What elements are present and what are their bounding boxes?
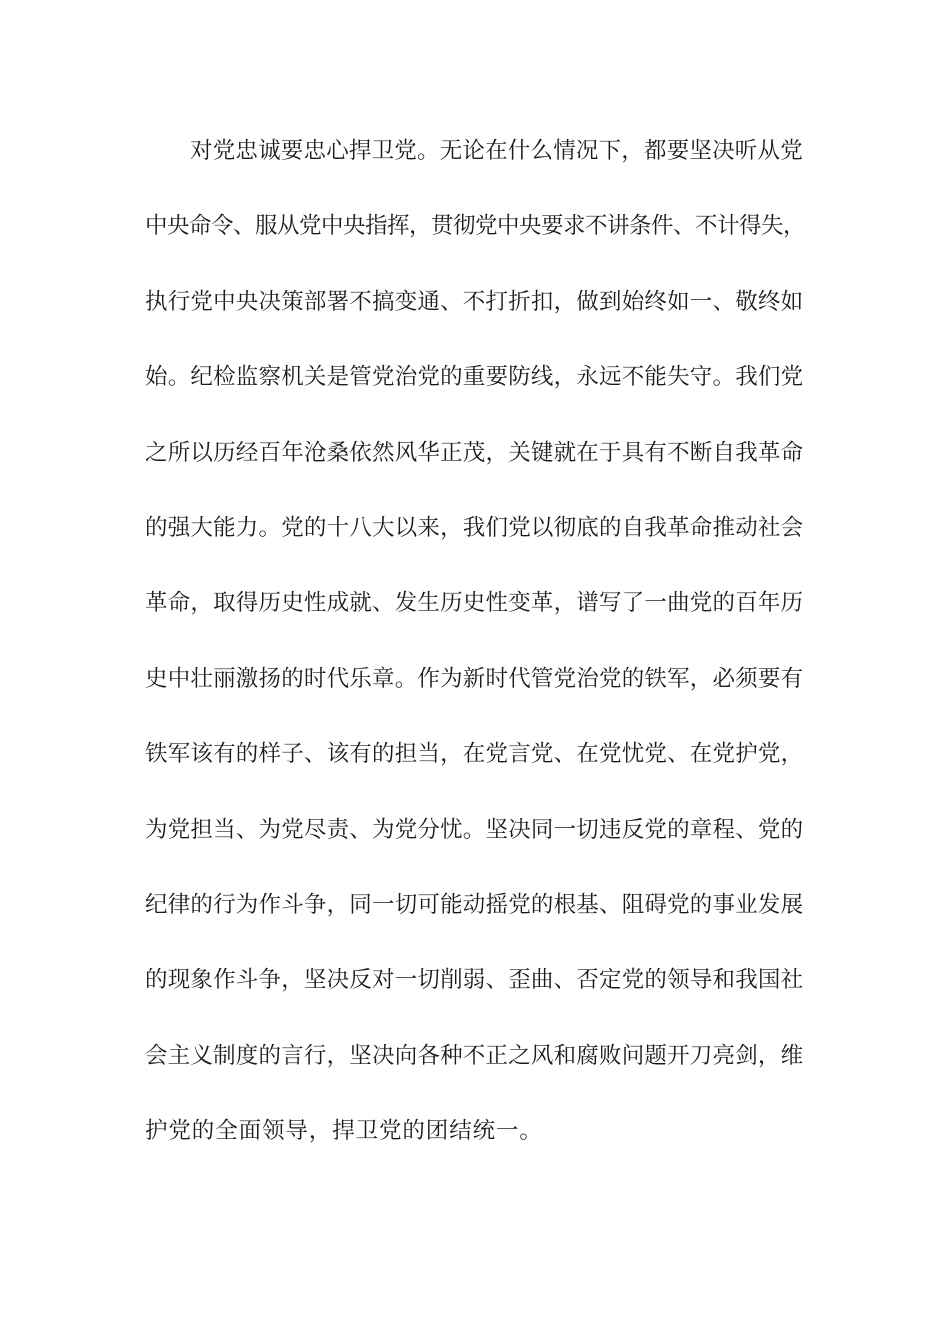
paragraph-line: 护党的全面领导，捍卫党的团结统一。 xyxy=(145,1118,543,1145)
paragraph-line: 纪律的行为作斗争，同一切可能动摇党的根基、阻碍党的事业发展 xyxy=(145,891,804,918)
paragraph-line: 中央命令、服从党中央指挥，贯彻党中央要求不讲条件、不计得失， xyxy=(145,213,806,240)
paragraph-line: 史中壮丽激扬的时代乐章。作为新时代管党治党的铁军，必须要有 xyxy=(145,665,804,692)
body-paragraph xyxy=(145,127,805,1182)
paragraph-line: 革命，取得历史性成就、发生历史性变革，谱写了一曲党的百年历 xyxy=(145,590,804,617)
paragraph-line: 执行党中央决策部署不搞变通、不打折扣，做到始终如一、敬终如 xyxy=(145,288,804,315)
paragraph-line: 会主义制度的言行，坚决向各种不正之风和腐败问题开刀亮剑，维 xyxy=(145,1042,804,1069)
paragraph-line: 之所以历经百年沧桑依然风华正茂，关键就在于具有不断自我革命 xyxy=(145,439,804,466)
paragraph-line: 的强大能力。党的十八大以来，我们党以彻底的自我革命推动社会 xyxy=(145,514,804,541)
paragraph-line: 对党忠诚要忠心捍卫党。无论在什么情况下，都要坚决听从党 xyxy=(190,138,803,164)
paragraph-line: 为党担当、为党尽责、为党分忧。坚决同一切违反党的章程、党的 xyxy=(145,816,804,843)
paragraph-line: 的现象作斗争，坚决反对一切削弱、歪曲、否定党的领导和我国社 xyxy=(145,967,804,994)
paragraph-line: 始。纪检监察机关是管党治党的重要防线，永远不能失守。我们党 xyxy=(145,364,804,391)
paragraph-line: 铁军该有的样子、该有的担当，在党言党、在党忧党、在党护党， xyxy=(145,741,804,768)
